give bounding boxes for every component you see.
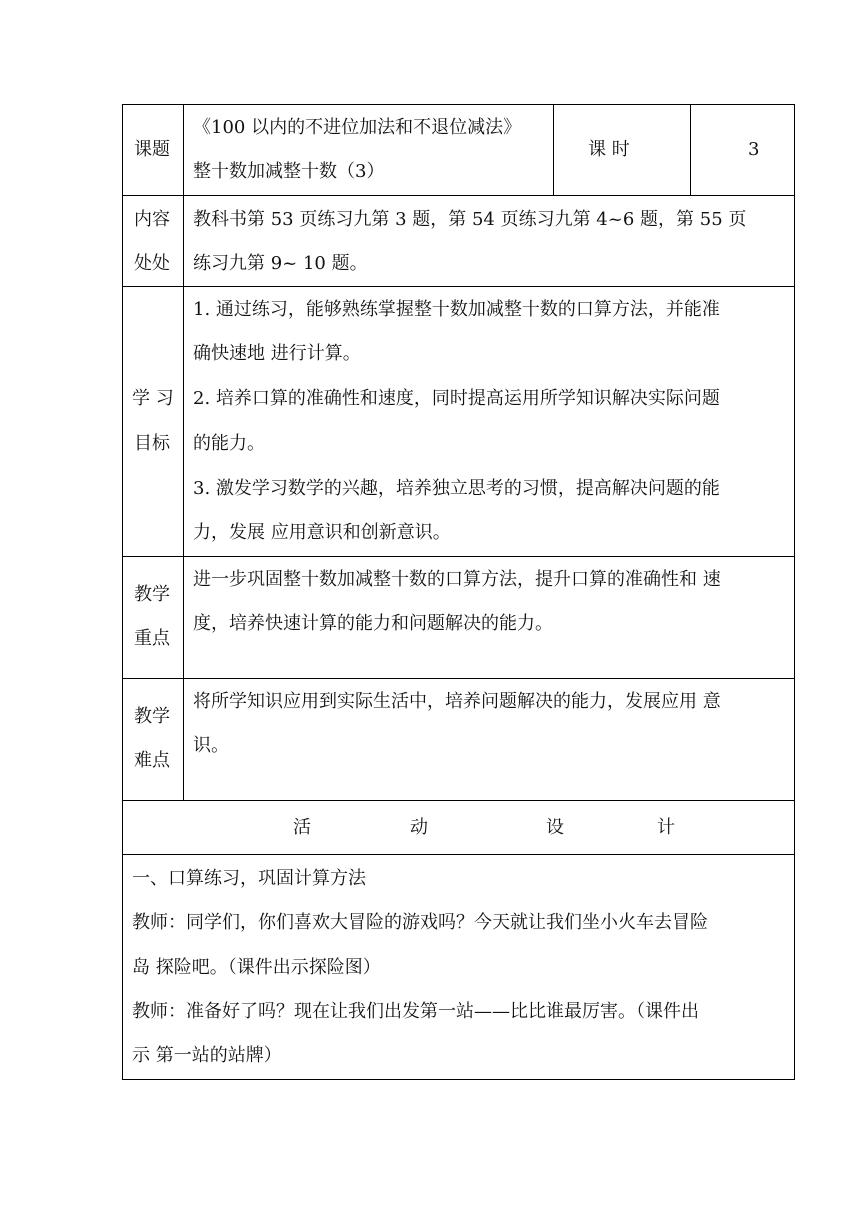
activity-line: 教师：同学们，你们喜欢大冒险的游戏吗？今天就让我们坐小火车去冒险 — [132, 912, 708, 933]
activity-header-char: 设 — [546, 817, 564, 838]
row-divider-6 — [122, 854, 795, 855]
goal-line: 力，发展 应用意识和创新意识。 — [193, 522, 451, 543]
row-divider-1 — [122, 195, 795, 196]
table-border-bottom — [122, 1079, 795, 1080]
period-value-divider — [690, 104, 691, 196]
goal-line: 1. 通过练习，能够熟练掌握整十数加减整十数的口算方法，并能准 — [193, 299, 720, 320]
table-border-right — [794, 104, 795, 1080]
row-divider-2 — [122, 286, 795, 287]
row-divider-3 — [122, 556, 795, 557]
row-difficulty-label-2: 难点 — [134, 750, 170, 771]
period-label: 课 时 — [588, 139, 630, 160]
activity-line: 示 第一站的站牌） — [132, 1045, 282, 1066]
row-divider-4 — [122, 678, 795, 679]
row-key-label-2: 重点 — [134, 628, 170, 649]
source-line-1: 教科书第 53 页练习九第 3 题，第 54 页练习九第 4~6 题，第 55 页 — [193, 209, 747, 230]
activity-header-char: 计 — [657, 817, 675, 838]
goal-line: 确快速地 进行计算。 — [193, 343, 361, 364]
goal-line: 的能力。 — [193, 433, 265, 454]
row-source-label-2: 处处 — [134, 253, 170, 274]
difficulty-line-2: 识。 — [193, 735, 229, 756]
row-key-label-1: 教学 — [134, 584, 170, 605]
activity-header-char: 活 — [293, 817, 311, 838]
activity-section-title: 一、口算练习，巩固计算方法 — [132, 868, 366, 889]
label-column-divider — [183, 104, 184, 801]
activity-line: 教师：准备好了吗？现在让我们出发第一站——比比谁最厉害。（课件出 — [132, 1001, 699, 1022]
key-line-1: 进一步巩固整十数加减整十数的口算方法，提升口算的准确性和 速 — [193, 569, 721, 590]
row-goals-label-1: 学 习 — [132, 388, 174, 409]
title-period-divider — [553, 104, 554, 196]
table-border-top — [122, 104, 795, 105]
source-line-2: 练习九第 9~ 10 题。 — [193, 253, 368, 274]
key-line-2: 度，培养快速计算的能力和问题解决的能力。 — [193, 613, 553, 634]
row-title-label: 课题 — [134, 139, 170, 160]
activity-line: 岛 探险吧。（课件出示探险图） — [132, 957, 381, 978]
row-difficulty-label-1: 教学 — [134, 706, 170, 727]
row-goals-label-2: 目标 — [134, 433, 170, 454]
period-value: 3 — [748, 139, 760, 160]
difficulty-line-1: 将所学知识应用到实际生活中，培养问题解决的能力，发展应用 意 — [193, 691, 721, 712]
row-divider-5 — [122, 800, 795, 801]
row-source-label-1: 内容 — [134, 209, 170, 230]
activity-header-char: 动 — [410, 817, 428, 838]
table-border-left — [122, 104, 123, 1080]
lesson-title-line-2: 整十数加减整十数（3） — [193, 161, 385, 182]
goal-line: 2. 培养口算的准确性和速度，同时提高运用所学知识解决实际问题 — [193, 388, 720, 409]
goal-line: 3. 激发学习数学的兴趣，培养独立思考的习惯，提高解决问题的能 — [193, 478, 720, 499]
lesson-title-line-1: 《100 以内的不进位加法和不退位减法》 — [193, 117, 522, 138]
